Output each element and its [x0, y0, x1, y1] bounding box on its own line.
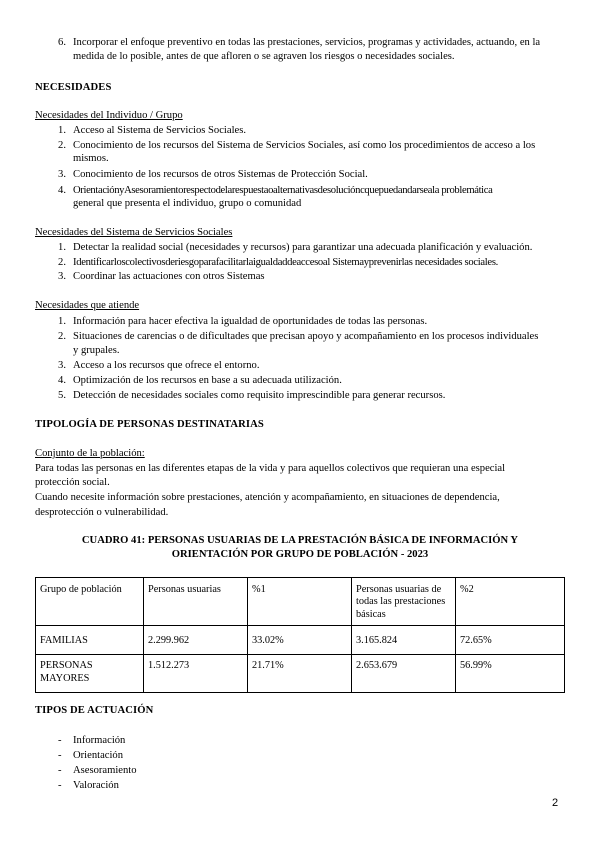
header-cell: Personas usuarias de todas las prestaciones básicas: [352, 578, 456, 626]
header-cell: %1: [248, 578, 352, 626]
list-number: 2.: [58, 257, 66, 268]
list-text-continued: medida de lo posible, antes de que afloren o se agraven los riesgos o necesidades sociales.: [73, 51, 455, 62]
bullet-dash: -: [58, 765, 62, 776]
list-number: 1.: [58, 125, 66, 136]
list-number: 3.: [58, 360, 66, 371]
list-number: 3.: [58, 169, 66, 180]
list-number: 1.: [58, 316, 66, 327]
list-text-continued: mismos.: [73, 153, 109, 164]
bullet-item: Valoración: [73, 780, 119, 791]
section-heading-necesidades: NECESIDADES: [35, 82, 112, 93]
list-text: Conocimiento de los recursos de otros Sistemas de Protección Social.: [73, 169, 368, 180]
table-cell: PERSONAS MAYORES: [36, 655, 144, 693]
table-cell: 1.512.273: [144, 655, 248, 693]
table-header-row: [36, 578, 565, 626]
list-number: 2.: [58, 331, 66, 342]
list-text-continued: y grupales.: [73, 345, 120, 356]
table-cell: 72.65%: [456, 626, 565, 655]
list-number: 4.: [58, 375, 66, 386]
data-table: [35, 577, 565, 693]
list-number: 1.: [58, 242, 66, 253]
list-text: Incorporar el enfoque preventivo en todas las prestaciones, servicios, programas y actividades, actuando, en la: [73, 37, 541, 48]
list-text: Situaciones de carencias o de dificultades que precisan apoyo y acompañamiento en los procesos individuales: [73, 331, 539, 342]
list-text: Conocimiento de los recursos del Sistema de Servicios Sociales, así como los procedimientos de acceso a los: [73, 140, 536, 151]
list-text-continued: general que presenta el individuo, grupo o comunidad: [73, 198, 302, 209]
header-cell: Personas usuarias: [144, 578, 248, 626]
bullet-item: Información: [73, 735, 126, 746]
list-text: Detección de necesidades sociales como requisito imprescindible para generar recursos.: [73, 390, 446, 401]
table-cell: 2.299.962: [144, 626, 248, 655]
caption-line: CUADRO 41: PERSONAS USUARIAS DE LA PRESTACIÓN BÁSICA DE INFORMACIÓN Y: [81, 535, 519, 546]
subheading-individuo: Necesidades del Individuo / Grupo: [35, 110, 183, 121]
table-cell: 33.02%: [248, 626, 352, 655]
bullet-dash: -: [58, 780, 62, 791]
list-text: Coordinar las actuaciones con otros Sistemas: [73, 271, 265, 282]
subheading-conjunto: Conjunto de la población:: [35, 448, 145, 459]
bullet-dash: -: [58, 735, 62, 746]
bullet-item: Orientación: [73, 750, 124, 761]
subheading-atiende: Necesidades que atiende: [35, 300, 140, 311]
list-number: 2.: [58, 140, 66, 151]
caption-line: ORIENTACIÓN POR GRUPO DE POBLACIÓN - 2023: [171, 549, 429, 560]
list-text: Acceso a los recursos que ofrece el entorno.: [73, 360, 260, 371]
header-cell: %2: [456, 578, 565, 626]
table-cell: 21.71%: [248, 655, 352, 693]
table-row: [36, 626, 565, 655]
paragraph-line: protección social.: [35, 477, 110, 488]
list-number: 3.: [58, 271, 66, 282]
paragraph-line: Cuando necesite información sobre prestaciones, atención y acompañamiento, en situaciones de dependencia,: [35, 492, 500, 503]
table-cell: FAMILIAS: [36, 626, 144, 655]
bullet-item: Asesoramiento: [73, 765, 137, 776]
section-heading-actuacion: TIPOS DE ACTUACIÓN: [35, 705, 154, 716]
list-number: 4.: [58, 185, 66, 196]
list-number: 5.: [58, 390, 66, 401]
list-text: Identificarloscolectivosderiesgoparafacilitarlaigualdaddeaccesoal Sistemayprevenirlas necesidades sociales.: [73, 257, 498, 268]
paragraph-line: Para todas las personas en las diferentes etapas de la vida y para aquellos colectivos que requieran una especial: [35, 463, 506, 474]
table-row: [36, 655, 565, 693]
table-cell: 3.165.824: [352, 626, 456, 655]
bullet-dash: -: [58, 750, 62, 761]
section-heading-tipologia: TIPOLOGÍA DE PERSONAS DESTINATARIAS: [35, 419, 264, 430]
table-cell: 2.653.679: [352, 655, 456, 693]
table-cell: 56.99%: [456, 655, 565, 693]
list-text: Detectar la realidad social (necesidades y recursos) para garantizar una adecuada planificación y evaluación.: [73, 242, 533, 253]
header-cell: Grupo de población: [36, 578, 144, 626]
list-number: 6.: [58, 37, 66, 48]
list-text: Información para hacer efectiva la igualdad de oportunidades de todas las personas.: [73, 316, 428, 327]
table-caption: [35, 534, 565, 562]
list-text: OrientaciónyAsesoramientorespectodelarespuestaoalternativasdesolucióncquepuedandarseala problemática: [73, 185, 493, 196]
list-text: Acceso al Sistema de Servicios Sociales.: [73, 125, 246, 136]
subheading-sistema: Necesidades del Sistema de Servicios Sociales: [35, 227, 233, 238]
list-text: Optimización de los recursos en base a su adecuada utilización.: [73, 375, 342, 386]
page-number: 2: [552, 797, 559, 809]
paragraph-line: desprotección o vulnerabilidad.: [35, 507, 169, 518]
